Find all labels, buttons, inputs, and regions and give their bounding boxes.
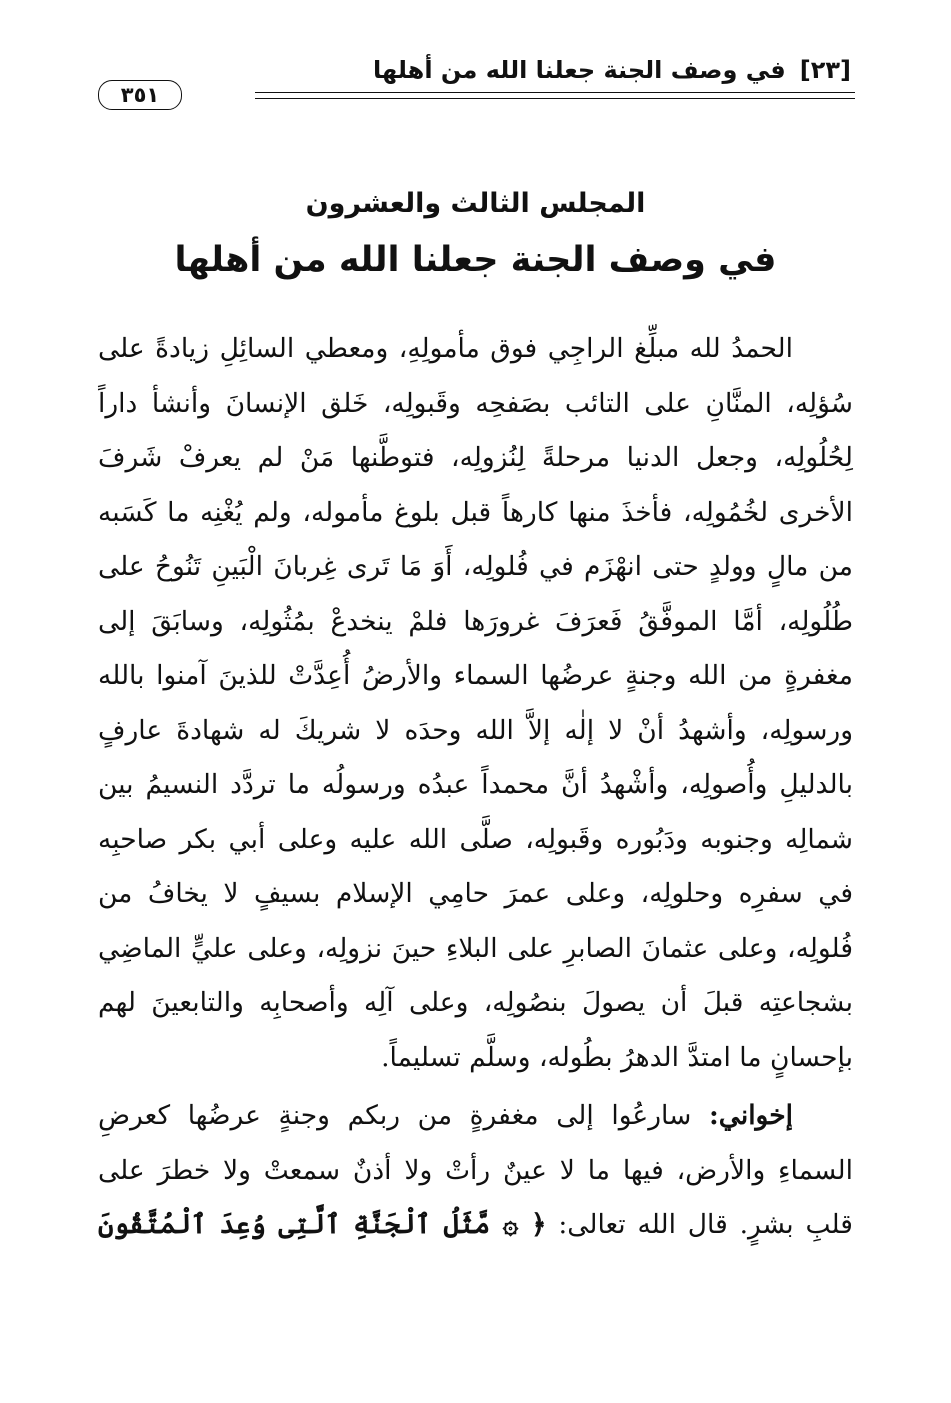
header-rule xyxy=(255,92,855,99)
chapter-number: [٢٣] xyxy=(799,56,851,84)
paragraph-lead: إخواني: xyxy=(708,1100,793,1131)
paragraph-text: سارعُوا إلى مغفرةٍ من ربكم وجنةٍ عرضُها كعرضِ السماءِ والأرض، فيها ما لا عينٌ رأتْ ولا أذنٌ سمعتْ ولا خطرَ على قلبِ بشرٍ. قال الله تعالى: xyxy=(98,1100,853,1240)
session-title: المجلس الثالث والعشرون xyxy=(305,188,646,219)
page-number: ٣٥١ xyxy=(98,80,182,110)
chapter-title: في وصف الجنة جعلنا الله من أهلها xyxy=(373,56,786,84)
page-title: في وصف الجنة جعلنا الله من أهلها xyxy=(174,240,777,280)
body-text xyxy=(98,322,853,1253)
running-header xyxy=(91,52,851,88)
paragraph-opening: الحمدُ لله مبلِّغ الراجِي فوق مأمولِهِ، ومعطي السائِلِ زيادةً على سُؤلِه، المنَّانِ على التائب بصَفحِه وقَبولِه، خَلق الإنسانَ وأنشأ داراً لِحُلُولِه، وجعل الدنيا مرحلةً لِنُزولِه، فتوطَّنها مَنْ لم يعرفْ شَرفَ الأخرى لخُمُولِه، فأخذَ منها كارهاً قبل بلوغ مأموله، ولم يُغْنِه ما كَسَبه من مالٍ وولدٍ حتى انهْزَم في فُلولِه، أَوَ مَا تَرى غِربانَ الْبَينِ تَنُوحُ على طُلُولِه، أمَّا الموفَّقُ فَعرَفَ غرورَها فلمْ ينخدعْ بمُثُولِه، وسابَقَ إلى مغفرةٍ من الله وجنةٍ عرضُها السماء والأرضُ أُعِدَّتْ للذينَ آمنوا بالله ورسولِه، وأشهدُ أنْ لا إلٰه إلاَّ الله وحدَه لا شريكَ له شهادةَ عارفٍ بالدليلِ وأُصولِه، وأشْهدُ أنَّ محمداً عبدُه ورسولُه ما تردَّد النسيمُ بين شمالِه وجنوبه ودَبُوره وقَبولِه، صلَّى الله عليه وعلى أبي بكر صاحبِه في سفرِه وحلولِه، وعلى عمرَ حامِي الإسلام بسيفٍ لا يخافُ من فُلولِه، وعلى عثمانَ الصابرِ على البلاءِ حينَ نزولِه، وعلى عليٍّ الماضِي بشجاعتِه قبلَ أن يصولَ بنصُولِه، وعلى آلِه وأصحابِه والتابعينَ لهم بإحسانٍ ما امتدَّ الدهرُ بطُوله، وسلَّم تسليماً. xyxy=(98,333,853,1073)
quran-quote: ﴿ ۞ مَّثَلُ ٱلْجَنَّةِ ٱلَّتِى وُعِدَ ٱلْمُتَّقُونَ xyxy=(98,1209,547,1240)
paragraph-exhortation xyxy=(98,1089,853,1253)
